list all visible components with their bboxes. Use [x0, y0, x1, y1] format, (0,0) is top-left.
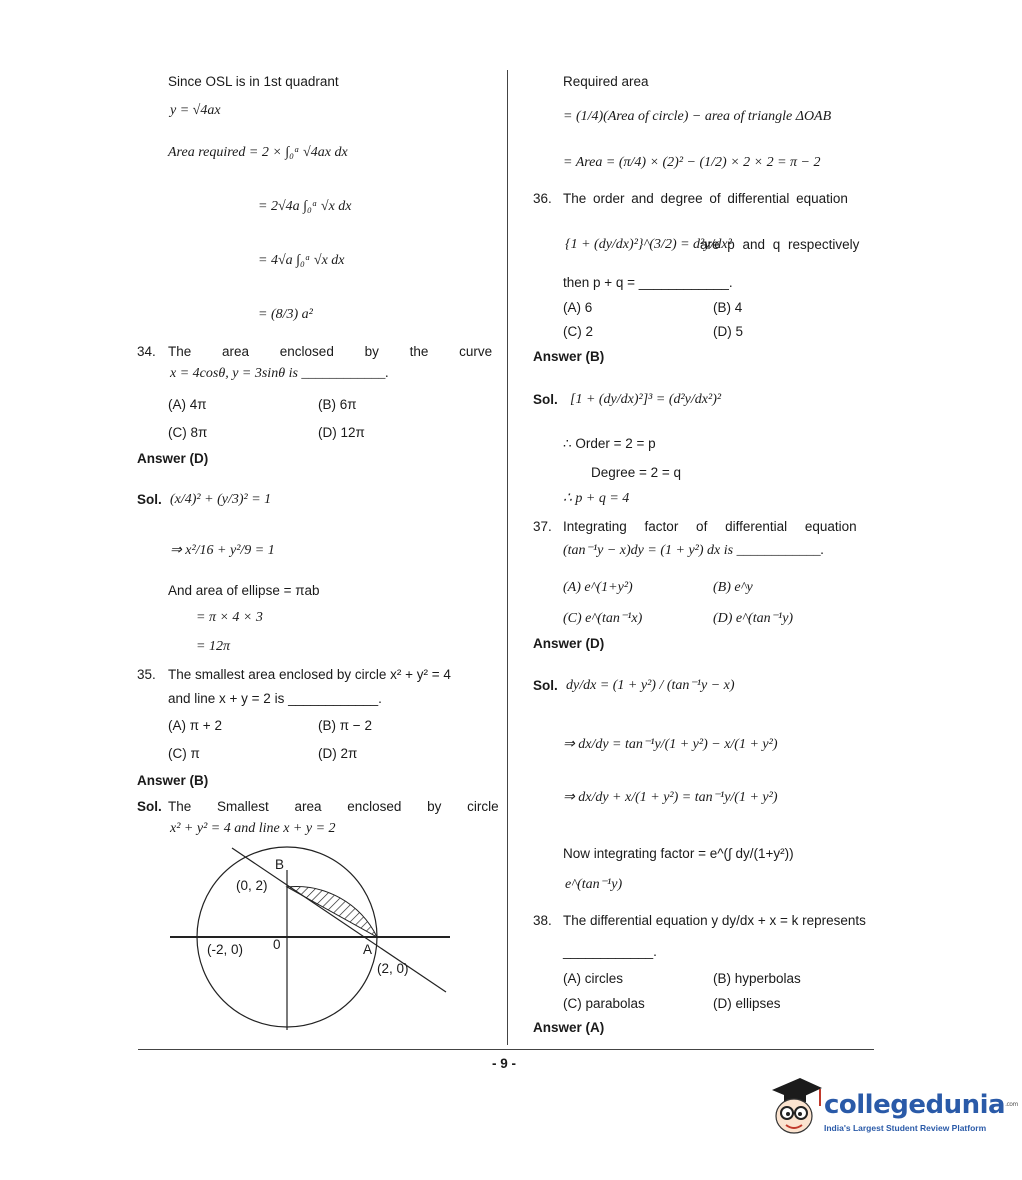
question-text: are p and q respectively [700, 237, 860, 252]
footer-rule [138, 1049, 874, 1050]
question-equation: {1 + (dy/dx)²}^(3/2) = d²y/dx² [565, 237, 732, 252]
solution-line: The Smallest area enclosed by circle [168, 799, 499, 814]
equation-line: Area required = 2 × ∫₀ᵃ √4ax dx [168, 145, 348, 160]
solution-label: Sol. [137, 492, 162, 507]
question-text: The order and degree of differential equation [563, 191, 848, 206]
solution-line: = 12π [196, 639, 230, 654]
answer-label: Answer (D) [533, 636, 605, 651]
option-a[interactable]: (A) 6 [563, 300, 593, 315]
solution-line: = π × 4 × 3 [196, 610, 263, 625]
question-number: 38. [533, 913, 552, 928]
solution-line: ⇒ x²/16 + y²/9 = 1 [170, 543, 275, 558]
page-number: - 9 - [492, 1056, 517, 1071]
question-number: 34. [137, 344, 156, 359]
solution-line: ⇒ dx/dy = tan⁻¹y/(1 + y²) − x/(1 + y²) [563, 737, 778, 752]
label-minus2-0: (-2, 0) [207, 942, 244, 957]
equation-line: = (1/4)(Area of circle) − area of triangle ΔOAB [563, 109, 832, 124]
question-number: 37. [533, 519, 552, 534]
option-d[interactable]: (D) ellipses [713, 996, 781, 1011]
brand-tagline: India's Largest Student Review Platform [824, 1123, 987, 1133]
label-2-0: (2, 0) [377, 961, 409, 976]
option-b[interactable]: (B) 4 [713, 300, 743, 315]
solution-line: ∴ Order = 2 = p [563, 436, 656, 451]
solution-line: e^(tan⁻¹y) [565, 877, 623, 892]
solution-label: Sol. [533, 392, 558, 407]
brand-suffix: .com [1005, 1101, 1018, 1108]
equation-line: = 4√a ∫₀ᵃ √x dx [258, 253, 345, 268]
solution-line: (x/4)² + (y/3)² = 1 [170, 492, 272, 507]
question-number: 35. [137, 667, 156, 682]
option-a[interactable]: (A) e^(1+y²) [563, 580, 633, 595]
line-x-plus-y [232, 848, 446, 992]
brand-logo[interactable] [766, 1076, 1018, 1146]
option-c[interactable]: (C) parabolas [563, 996, 645, 1011]
solution-label: Sol. [137, 799, 162, 814]
text-line: Required area [563, 74, 649, 89]
solution-line: dy/dx = (1 + y²) / (tan⁻¹y − x) [566, 678, 735, 693]
option-d[interactable]: (D) 12π [318, 425, 365, 440]
option-c[interactable]: (C) π [168, 746, 200, 761]
label-origin: 0 [273, 937, 281, 952]
label-a: A [363, 942, 373, 957]
solution-line: Now integrating factor = e^(∫ dy/(1+y²)) [563, 846, 794, 861]
answer-label: Answer (B) [533, 349, 605, 364]
question-text: and line x + y = 2 is ____________. [168, 691, 382, 706]
question-text: The differential equation y dy/dx + x = k represents [563, 913, 866, 928]
solution-line: Degree = 2 = q [591, 465, 682, 480]
option-c[interactable]: (C) 2 [563, 324, 593, 339]
option-a[interactable]: (A) 4π [168, 397, 207, 412]
mascot-icon [766, 1076, 824, 1142]
option-b[interactable]: (B) hyperbolas [713, 971, 801, 986]
option-d[interactable]: (D) 5 [713, 324, 743, 339]
option-d[interactable]: (D) 2π [318, 746, 358, 761]
question-text: ____________. [563, 944, 657, 959]
option-b[interactable]: (B) π − 2 [318, 718, 372, 733]
brand-name-text: collegedunia [824, 1090, 1006, 1120]
question-text: then p + q = ____________. [563, 275, 733, 290]
label-b: B [275, 857, 285, 872]
solution-line: ∴ p + q = 4 [563, 491, 630, 506]
brand-name [824, 1090, 1018, 1120]
question-text: The area enclosed by the curve [168, 344, 493, 359]
label-0-2: (0, 2) [236, 878, 268, 893]
circle-line-figure [160, 840, 460, 1040]
option-c[interactable]: (C) e^(tan⁻¹x) [563, 611, 643, 626]
option-c[interactable]: (C) 8π [168, 425, 208, 440]
solution-line: x² + y² = 4 and line x + y = 2 [170, 821, 336, 836]
equation-line: y = √4ax [170, 103, 221, 118]
equation-line: = (8/3) a² [258, 307, 313, 322]
option-b[interactable]: (B) e^y [713, 580, 753, 595]
answer-label: Answer (B) [137, 773, 209, 788]
solution-label: Sol. [533, 678, 558, 693]
solution-line: [1 + (dy/dx)²]³ = (d²y/dx²)² [570, 392, 722, 407]
question-text: x = 4cosθ, y = 3sinθ is ____________. [170, 366, 389, 381]
option-a[interactable]: (A) π + 2 [168, 718, 222, 733]
question-number: 36. [533, 191, 552, 206]
equation-line: = 2√4a ∫₀ᵃ √x dx [258, 199, 352, 214]
answer-label: Answer (A) [533, 1020, 605, 1035]
column-divider [507, 70, 508, 1045]
question-text: (tan⁻¹y − x)dy = (1 + y²) dx is ____________. [563, 543, 825, 558]
option-a[interactable]: (A) circles [563, 971, 623, 986]
option-d[interactable]: (D) e^(tan⁻¹y) [713, 611, 794, 626]
answer-label: Answer (D) [137, 451, 209, 466]
question-text: The smallest area enclosed by circle x² + y² = 4 [168, 667, 451, 682]
option-b[interactable]: (B) 6π [318, 397, 357, 412]
text-line: Since OSL is in 1st quadrant [168, 74, 339, 89]
solution-line: And area of ellipse = πab [168, 583, 320, 598]
equation-line: = Area = (π/4) × (2)² − (1/2) × 2 × 2 = π − 2 [563, 155, 821, 170]
solution-line: ⇒ dx/dy + x/(1 + y²) = tan⁻¹y/(1 + y²) [563, 790, 778, 805]
question-text: Integrating factor of differential equation [563, 519, 857, 534]
